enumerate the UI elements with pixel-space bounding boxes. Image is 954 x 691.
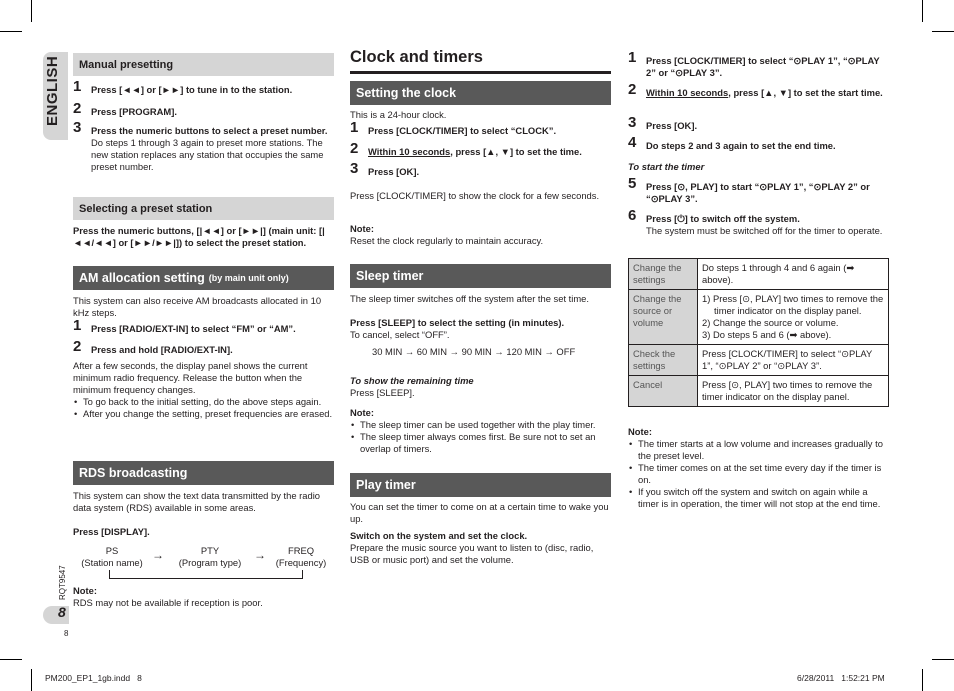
timer-note-label: Note: <box>628 426 652 437</box>
remaining-time-text: Press [SLEEP]. <box>350 387 415 398</box>
section-title-play-timer: Play timer <box>350 473 611 497</box>
list-item: • The sleep timer always comes first. Be sure not to set an overlap of timers. <box>350 431 612 455</box>
file-info: PM200_EP1_1gb.indd 8 <box>45 673 142 683</box>
rds-press: Press [DISPLAY]. <box>73 526 150 537</box>
crop-mark <box>932 31 954 32</box>
list-item: • After you change the setting, preset frequencies are erased. <box>73 408 335 420</box>
rds-note: RDS may not be available if reception is poor. <box>73 597 263 608</box>
remaining-time-title: To show the remaining time <box>350 375 474 386</box>
play-intro: You can set the timer to come on at a certain time to wake you up. <box>350 501 609 524</box>
table-cell-head: Change the settings <box>629 259 698 290</box>
rds-flow-ps: PS (Station name) <box>81 545 143 568</box>
clock-after-text: Press [CLOCK/TIMER] to show the clock for a few seconds. <box>350 190 600 201</box>
crop-mark <box>31 0 32 22</box>
table-cell: Press [CLOCK/TIMER] to select “⊙PLAY 1”, “⊙PLAY 2” or “⊙PLAY 3”. <box>698 345 889 376</box>
date-info: 6/28/2011 1:52:21 PM <box>797 673 885 683</box>
table-cell-head: Cancel <box>629 376 698 407</box>
language-tab-label: ENGLISH <box>44 55 61 126</box>
selecting-preset-text: Press the numeric buttons, [|◄◄] or [►►|] (main unit: [|◄◄/◄◄] or [►►/►►|]) to select the preset station. <box>73 225 325 248</box>
section-title-rds: RDS broadcasting <box>73 461 334 485</box>
step-2: 2 Within 10 seconds, press [▲, ▼] to set the start time. <box>628 81 883 98</box>
table-cell: 1) Press [⊙, PLAY] two times to remove the timer indicator on the display panel. 2) Change the source or volume. 3) Do steps 5 and 6 (➡ above). <box>698 290 889 345</box>
rqt-code: RQT9547 <box>58 565 67 600</box>
sleep-cancel: To cancel, select “OFF”. <box>350 329 450 340</box>
page-title: Clock and timers <box>350 48 483 66</box>
sleep-notes <box>350 419 612 455</box>
flow-arrow: → <box>254 548 266 562</box>
sleep-press: Press [SLEEP] to select the setting (in minutes). <box>350 317 565 328</box>
table-cell: Press [⊙, PLAY] two times to remove the timer indicator on the display panel. <box>698 376 889 407</box>
step-1: 1 Press [CLOCK/TIMER] to select “⊙PLAY 1”, “⊙PLAY 2” or “⊙PLAY 3”. <box>628 49 880 78</box>
step-6: 6 Press [⏻] to switch off the system. The system must be switched off for the timer to operate. <box>628 207 883 236</box>
rds-flow-pty: PTY (Program type) <box>178 545 242 568</box>
table-cell-head: Change the source or volume <box>629 290 698 345</box>
section-title-sleep-timer: Sleep timer <box>350 264 611 288</box>
sleep-intro: The sleep timer switches off the system after the set time. <box>350 293 589 304</box>
section-title-am-allocation: AM allocation setting (by main unit only) <box>73 266 334 290</box>
step-1: 1 Press [CLOCK/TIMER] to select “CLOCK”. <box>350 119 557 136</box>
step-3: 3 Press the numeric buttons to select a preset number. Do steps 1 through 3 again to preset more stations. The new station replaces any station that occupies the same preset number. <box>73 119 328 172</box>
list-item: • The timer starts at a low volume and increases gradually to the preset level. <box>628 438 890 462</box>
step-1: 1 Press [RADIO/EXT-IN] to select “FM” or “AM”. <box>73 317 296 334</box>
crop-mark <box>0 659 22 660</box>
table-row <box>629 290 889 345</box>
timer-options-table <box>628 258 889 407</box>
clock-note: Reset the clock regularly to maintain accuracy. <box>350 235 544 246</box>
step-3: 3 Press [OK]. <box>350 160 420 177</box>
crop-mark <box>0 31 22 32</box>
step-2: 2 Press [PROGRAM]. <box>73 100 177 117</box>
crop-mark <box>922 669 923 691</box>
table-row <box>629 376 889 407</box>
play-prepare: Prepare the music source you want to listen to (disc, radio, USB or music port) and set the volume. <box>350 542 594 565</box>
title-rule <box>350 71 611 74</box>
section-title-setting-clock: Setting the clock <box>350 81 611 105</box>
sleep-note-label: Note: <box>350 407 374 418</box>
sleep-sequence: 30 MIN → 60 MIN → 90 MIN → 120 MIN → OFF <box>372 346 576 357</box>
clock-note-label: Note: <box>350 223 374 234</box>
start-timer-title: To start the timer <box>628 161 705 172</box>
flow-arrow: → <box>152 548 164 562</box>
page-number: 8 <box>64 629 69 638</box>
list-item: • The timer comes on at the set time every day if the timer is on. <box>628 462 890 486</box>
am-bullets <box>73 396 335 420</box>
table-row <box>629 345 889 376</box>
list-item: • The sleep timer can be used together with the play timer. <box>350 419 612 431</box>
list-item: • If you switch off the system and switch on again while a timer is in operation, the timer will not stop at the end time. <box>628 486 890 510</box>
rds-note-label: Note: <box>73 585 97 596</box>
am-after-text: After a few seconds, the display panel shows the current minimum radio frequency. Release the button when the minimum frequency changes. <box>73 360 308 395</box>
step-4: 4 Do steps 2 and 3 again to set the end time. <box>628 134 836 151</box>
flow-return-line <box>109 570 303 579</box>
step-3: 3 Press [OK]. <box>628 114 698 131</box>
step-2: 2 Within 10 seconds, press [▲, ▼] to set the time. <box>350 140 582 157</box>
step-2: 2 Press and hold [RADIO/EXT-IN]. <box>73 338 233 355</box>
table-cell-head: Check the settings <box>629 345 698 376</box>
crop-mark <box>932 659 954 660</box>
am-intro: This system can also receive AM broadcasts allocated in 10 kHz steps. <box>73 295 322 318</box>
play-switch-on: Switch on the system and set the clock. <box>350 530 528 541</box>
clock-intro: This is a 24-hour clock. <box>350 109 447 120</box>
crop-mark <box>922 0 923 22</box>
section-title-selecting-preset: Selecting a preset station <box>73 197 334 220</box>
section-title-manual-presetting: Manual presetting <box>73 53 334 76</box>
step-5: 5 Press [⊙, PLAY] to start “⊙PLAY 1”, “⊙PLAY 2” or “⊙PLAY 3”. <box>628 175 870 204</box>
list-item: • To go back to the initial setting, do the above steps again. <box>73 396 335 408</box>
crop-mark <box>31 669 32 691</box>
table-row <box>629 259 889 290</box>
table-cell: Do steps 1 through 4 and 6 again (➡ above). <box>698 259 889 290</box>
step-1: 1 Press [◄◄] or [►►] to tune in to the station. <box>73 78 293 95</box>
rds-flow-freq: FREQ (Frequency) <box>275 545 327 568</box>
page-badge-number: 8 <box>58 604 66 620</box>
rds-intro: This system can show the text data transmitted by the radio data system (RDS) available in some areas. <box>73 490 320 513</box>
timer-notes <box>628 438 890 510</box>
